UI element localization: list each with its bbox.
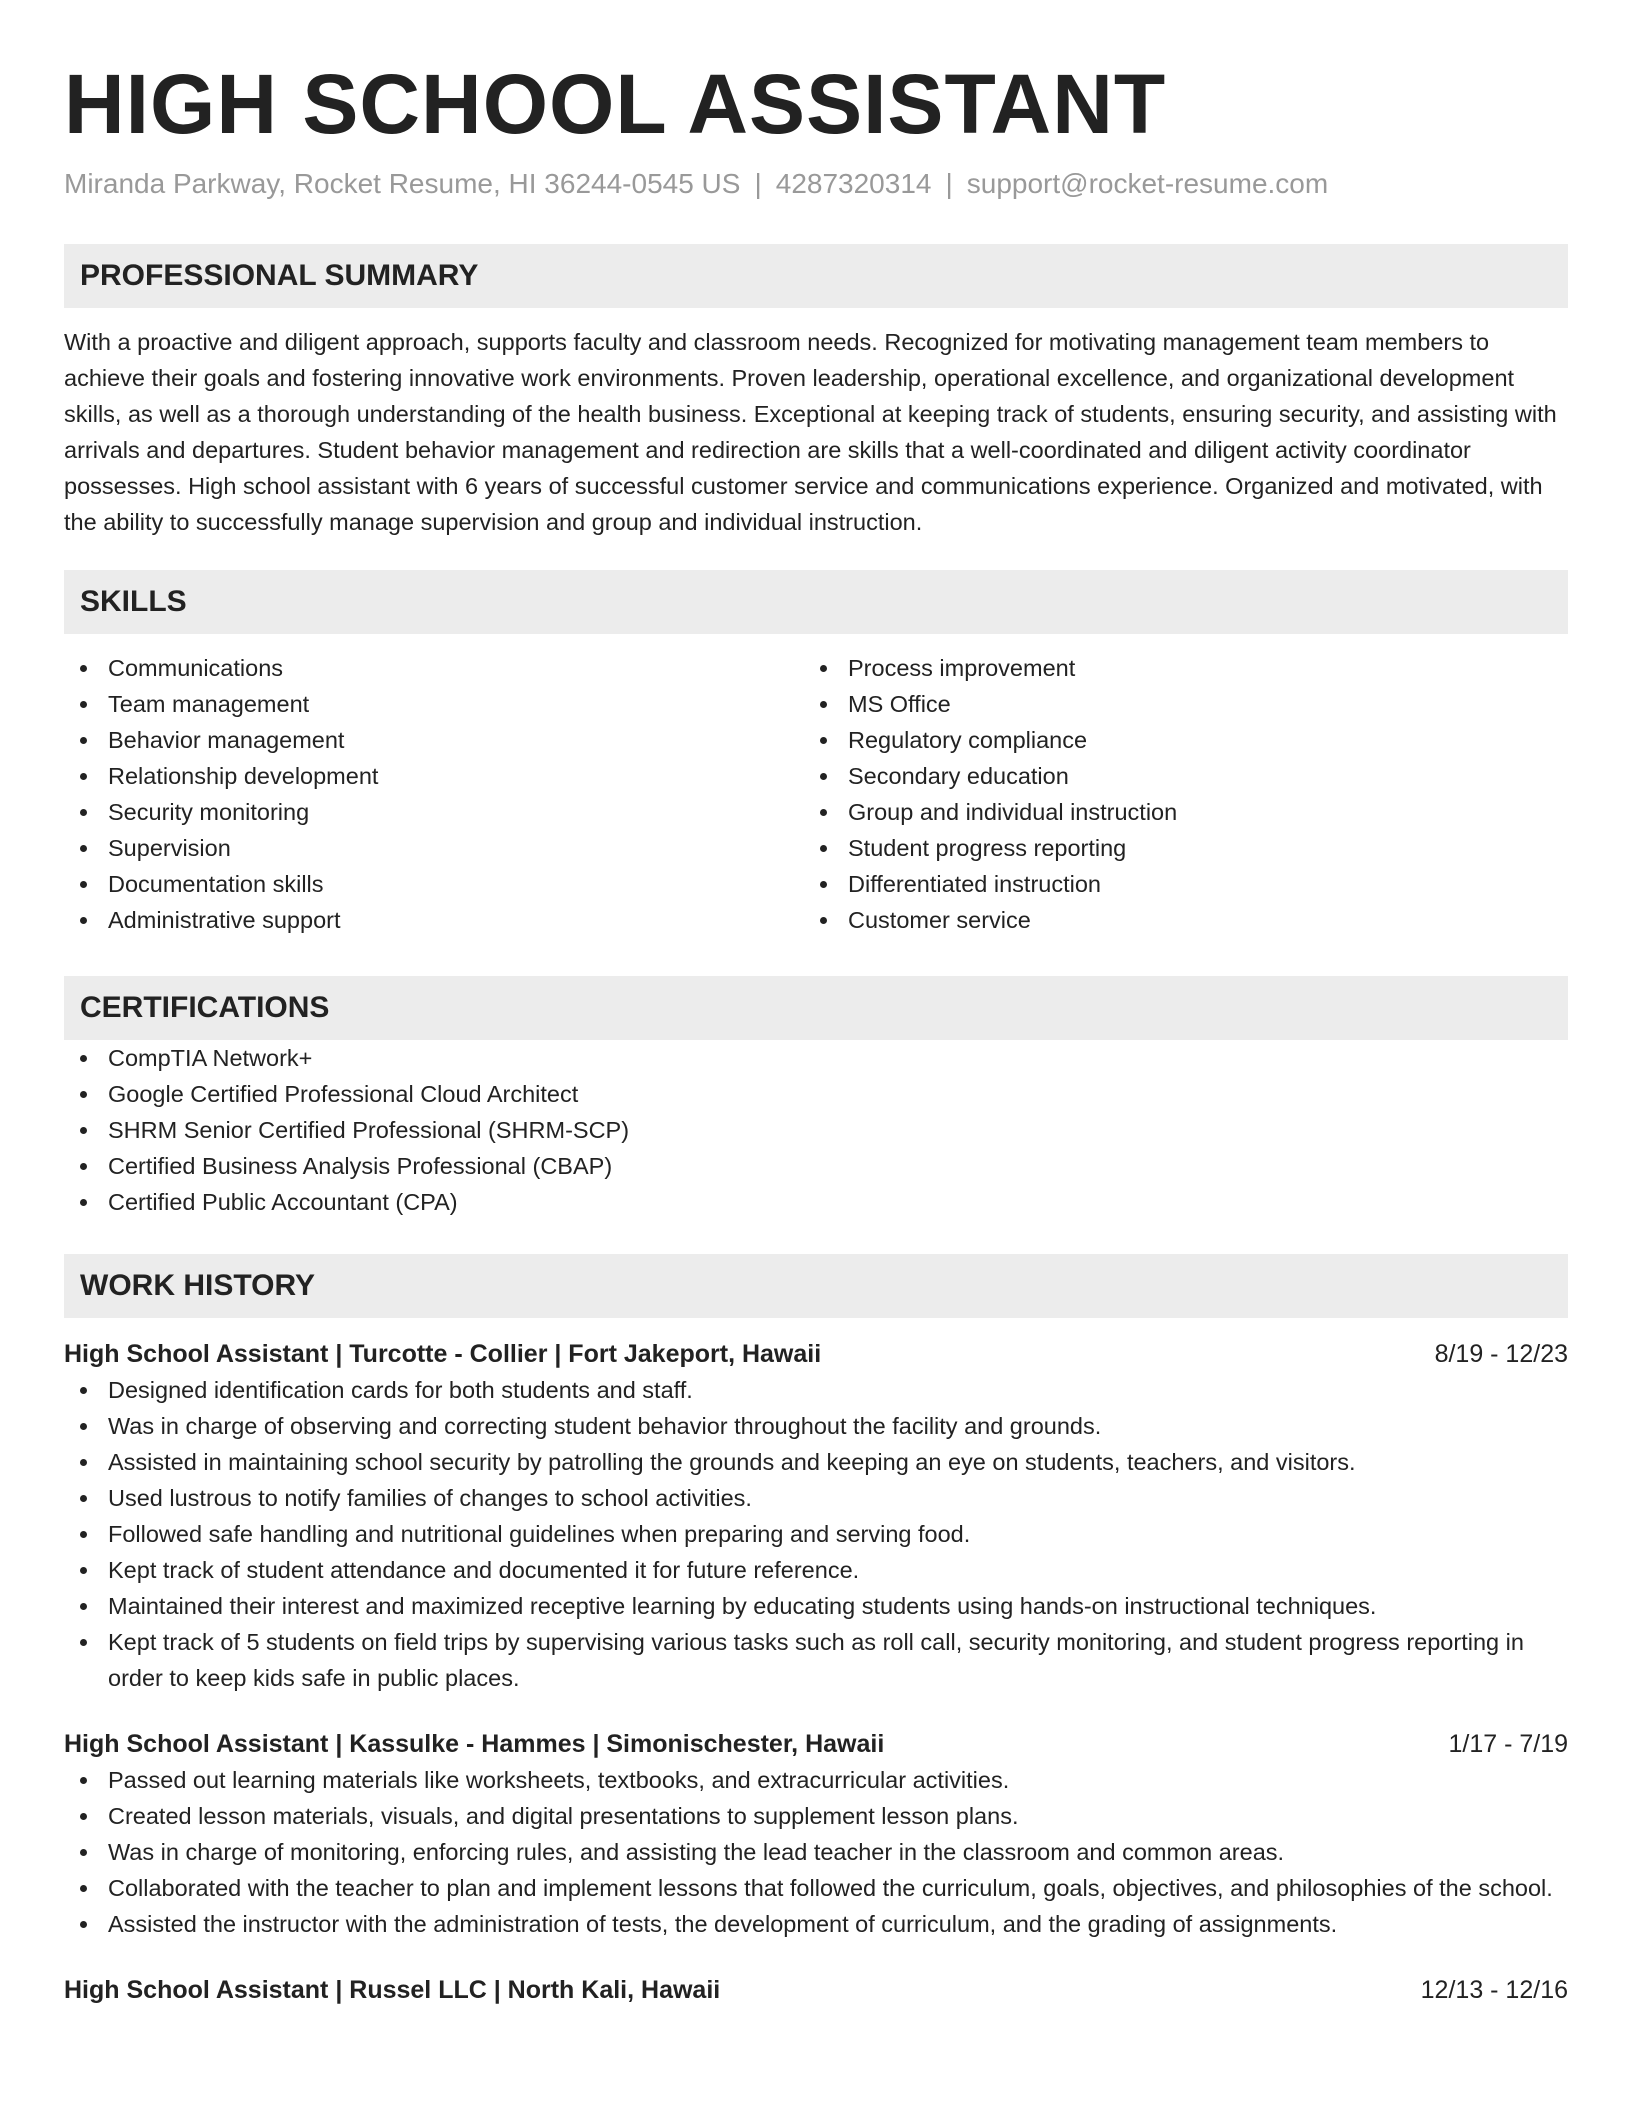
job-title: High School Assistant | Turcotte - Collier | Fort Jakeport, Hawaii	[64, 1340, 822, 1368]
skill-item: Group and individual instruction	[804, 794, 1544, 830]
contact-line	[64, 166, 1568, 202]
skill-item: Supervision	[64, 830, 804, 866]
job-dates: 8/19 - 12/23	[1434, 1340, 1568, 1368]
certification-item: SHRM Senior Certified Professional (SHRM-SCP)	[64, 1112, 1568, 1148]
contact-separator: |	[945, 168, 953, 199]
certification-item: CompTIA Network+	[64, 1040, 1568, 1076]
skill-item: Team management	[64, 686, 804, 722]
job-duty-item: Was in charge of observing and correcting student behavior throughout the facility and grounds.	[64, 1408, 1568, 1444]
skill-item: Communications	[64, 650, 804, 686]
skill-item: Behavior management	[64, 722, 804, 758]
job-duty-item: Was in charge of monitoring, enforcing rules, and assisting the lead teacher in the classroom and common areas.	[64, 1834, 1568, 1870]
skill-item: Differentiated instruction	[804, 866, 1544, 902]
skill-item: Process improvement	[804, 650, 1544, 686]
job-dates: 12/13 - 12/16	[1420, 1976, 1568, 2004]
skills-list-right	[804, 650, 1544, 938]
skill-item: Security monitoring	[64, 794, 804, 830]
summary-text: With a proactive and diligent approach, supports faculty and classroom needs. Recognized for motivating management team members to achieve their goals and fostering innovative work environments. Proven leadership, operational excellence, and organizational development skills, as well as a thorough understanding of the health business. Exceptional at keeping track of students, ensuring security, and assisting with arrivals and departures. Student behavior management and redirection are skills that a well-coordinated and diligent activity coordinator possesses. High school assistant with 6 years of successful customer service and communications experience. Organized and motivated, with the ability to successfully manage supervision and group and individual instruction.	[64, 329, 1557, 535]
job-entry	[64, 1726, 1568, 1942]
skills-list-left	[64, 650, 804, 938]
job-duty-item: Used lustrous to notify families of changes to school activities.	[64, 1480, 1568, 1516]
contact-email: support@rocket-resume.com	[966, 168, 1329, 199]
skill-item: Administrative support	[64, 902, 804, 938]
contact-address: Miranda Parkway, Rocket Resume, HI 36244-0545 US	[64, 168, 741, 199]
certifications-list	[64, 1040, 1568, 1220]
job-entry	[64, 1972, 1568, 2008]
job-duty-item: Kept track of student attendance and documented it for future reference.	[64, 1552, 1568, 1588]
skill-item: MS Office	[804, 686, 1544, 722]
job-duty-item: Followed safe handling and nutritional guidelines when preparing and serving food.	[64, 1516, 1568, 1552]
skill-item: Student progress reporting	[804, 830, 1544, 866]
job-duty-item: Kept track of 5 students on field trips by supervising various tasks such as roll call, security monitoring, and student progress reporting in order to keep kids safe in public places.	[64, 1624, 1568, 1696]
skill-item: Customer service	[804, 902, 1544, 938]
section-header-summary: PROFESSIONAL SUMMARY	[64, 244, 1568, 308]
job-duty-item: Maintained their interest and maximized receptive learning by educating students using hands-on instructional techniques.	[64, 1588, 1568, 1624]
section-header-skills: SKILLS	[64, 570, 1568, 634]
skill-item: Regulatory compliance	[804, 722, 1544, 758]
certification-item: Certified Business Analysis Professional (CBAP)	[64, 1148, 1568, 1184]
job-title: High School Assistant | Kassulke - Hammes | Simonischester, Hawaii	[64, 1730, 885, 1758]
certification-item: Google Certified Professional Cloud Architect	[64, 1076, 1568, 1112]
job-duty-item: Created lesson materials, visuals, and digital presentations to supplement lesson plans.	[64, 1798, 1568, 1834]
skill-item: Documentation skills	[64, 866, 804, 902]
skill-item: Relationship development	[64, 758, 804, 794]
job-title-row	[64, 1972, 1568, 2008]
section-header-work-history: WORK HISTORY	[64, 1254, 1568, 1318]
job-duty-item: Assisted in maintaining school security by patrolling the grounds and keeping an eye on students, teachers, and visitors.	[64, 1444, 1568, 1480]
job-duty-item: Collaborated with the teacher to plan and implement lessons that followed the curriculum, goals, objectives, and philosophies of the school.	[64, 1870, 1568, 1906]
job-duties-list	[64, 1762, 1568, 1942]
resume-name: HIGH SCHOOL ASSISTANT	[64, 57, 1167, 151]
job-duties-list	[64, 1372, 1568, 1696]
contact-phone: 4287320314	[775, 168, 932, 199]
job-duty-item: Designed identification cards for both students and staff.	[64, 1372, 1568, 1408]
job-dates: 1/17 - 7/19	[1448, 1730, 1568, 1758]
skills-columns	[64, 650, 1568, 938]
section-header-certifications: CERTIFICATIONS	[64, 976, 1568, 1040]
job-duty-item: Passed out learning materials like worksheets, textbooks, and extracurricular activities.	[64, 1762, 1568, 1798]
skill-item: Secondary education	[804, 758, 1544, 794]
job-title-row	[64, 1726, 1568, 1762]
job-duty-item: Assisted the instructor with the administration of tests, the development of curriculum, and the grading of assignments.	[64, 1906, 1568, 1942]
job-entry	[64, 1336, 1568, 1696]
job-title-row	[64, 1336, 1568, 1372]
contact-separator: |	[754, 168, 762, 199]
job-title: High School Assistant | Russel LLC | North Kali, Hawaii	[64, 1976, 721, 2004]
certification-item: Certified Public Accountant (CPA)	[64, 1184, 1568, 1220]
